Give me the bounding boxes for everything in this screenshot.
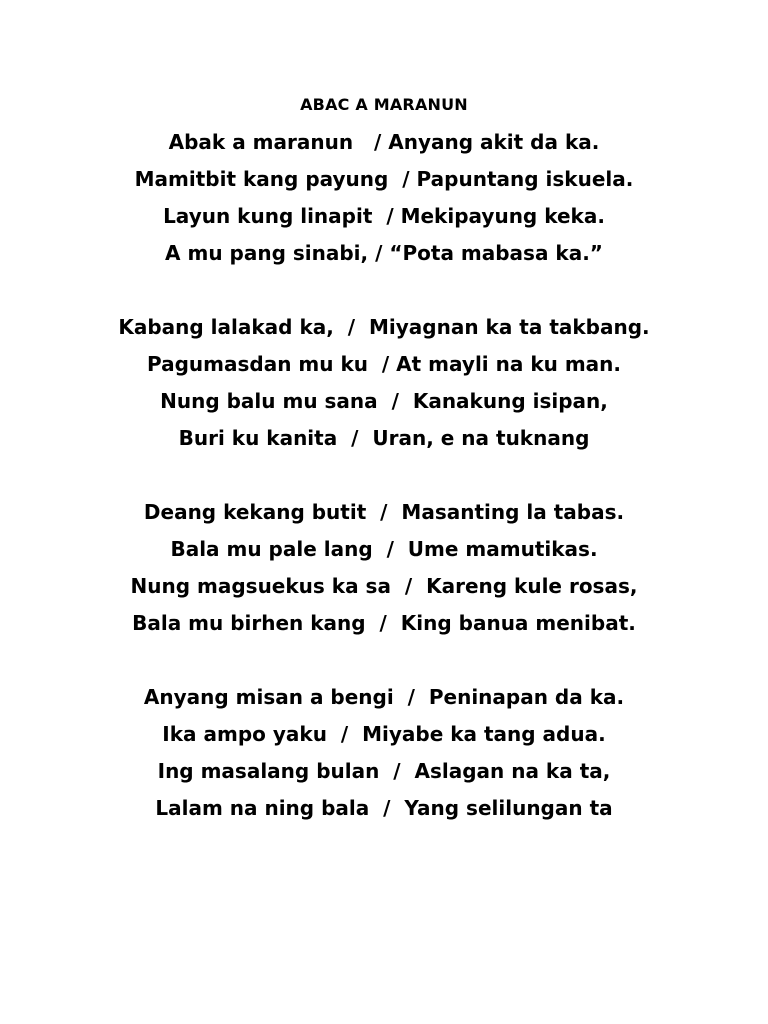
stanza-2-line-1: Kabang lalakad ka, / Miyagnan ka ta takbang. (118, 315, 650, 339)
stanza-1-line-1: Abak a maranun / Anyang akit da ka. (168, 130, 600, 154)
stanza-3-line-1: Deang kekang butit / Masanting la tabas. (143, 500, 625, 524)
stanza-3-line-2: Bala mu pale lang / Ume mamutikas. (170, 537, 598, 561)
stanza-4-line-3: Ing masalang bulan / Aslagan na ka ta, (157, 759, 611, 783)
stanza-4-line-1: Anyang misan a bengi / Peninapan da ka. (143, 685, 625, 709)
stanza-1-line-3: Layun kung linapit / Mekipayung keka. (163, 204, 605, 228)
stanza-2-line-3: Nung balu mu sana / Kanakung isipan, (160, 389, 608, 413)
stanza-1-line-4: A mu pang sinabi, / “Pota mabasa ka.” (165, 241, 603, 265)
stanza-3-line-3: Nung magsuekus ka sa / Kareng kule rosas, (130, 574, 638, 598)
stanza-1-line-2: Mamitbit kang payung / Papuntang iskuela. (134, 167, 634, 191)
stanza-3-line-4: Bala mu birhen kang / King banua menibat. (132, 611, 636, 635)
stanza-2-line-2: Pagumasdan mu ku / At mayli na ku man. (146, 352, 621, 376)
stanza-2-line-4: Buri ku kanita / Uran, e na tuknang (178, 426, 590, 450)
poem-title: ABAC A MARANUN (300, 95, 468, 114)
stanza-4-line-4: Lalam na ning bala / Yang selilungan ta (155, 796, 613, 820)
stanza-4-line-2: Ika ampo yaku / Miyabe ka tang adua. (162, 722, 606, 746)
